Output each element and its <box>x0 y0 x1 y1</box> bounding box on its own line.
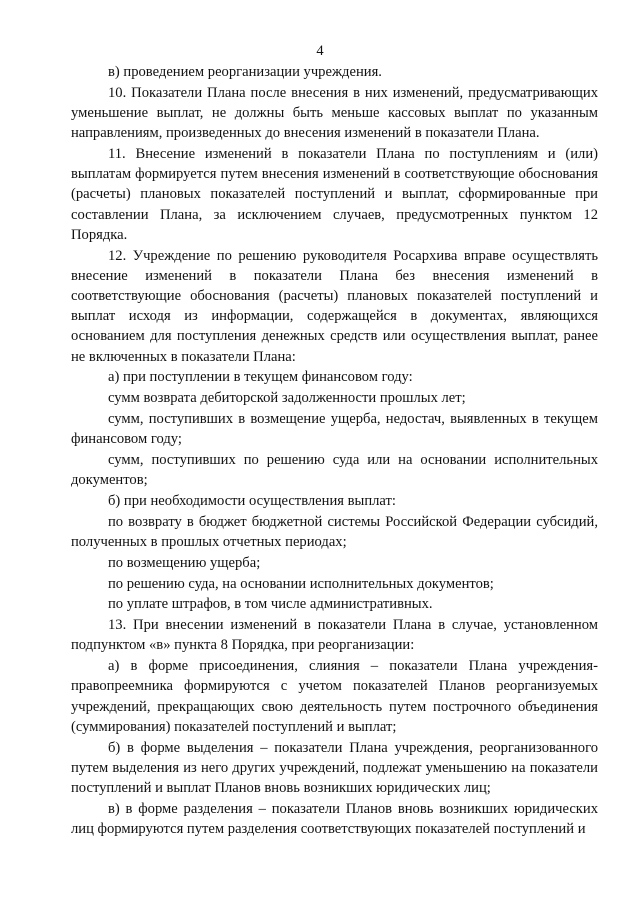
paragraph: в) в форме разделения – показатели Планов вновь возникших юридических лиц формируются путем разделения соответствующих показателей поступлений и <box>71 800 598 838</box>
paragraph: в) проведением реорганизации учреждения. <box>108 64 382 80</box>
paragraph: по возврату в бюджет бюджетной системы Российской Федерации субсидий, полученных в прошлых отчетных периодах; <box>71 513 598 551</box>
paragraph: 10. Показатели Плана после внесения в них изменений, предусматривающих уменьшение выплат, не должны быть меньше кассовых выплат по указанным направлениям, произведенных до внесения изменений в показатели Плана. <box>71 84 598 142</box>
paragraph: 13. При внесении изменений в показатели Плана в случае, установленном подпунктом «в» пункта 8 Порядка, при реорганизации: <box>71 617 598 654</box>
paragraph: по уплате штрафов, в том числе административных. <box>108 596 433 613</box>
document-body <box>71 62 598 840</box>
paragraph: сумм, поступивших по решению суда или на основании исполнительных документов; <box>71 452 598 489</box>
paragraph: сумм, поступивших в возмещение ущерба, недостач, выявленных в текущем финансовом году; <box>71 411 598 448</box>
paragraph: по возмещению ущерба; <box>108 554 261 571</box>
paragraph: по решению суда, на основании исполнительных документов; <box>108 575 494 592</box>
paragraph: 11. Внесение изменений в показатели Плана по поступлениям и (или) выплатам формируется путем внесения изменений в соответствующие обоснования (расчеты) плановых показателей поступлений и выплат, сформированные при составлении Плана, за исключением случаев, предусмотренных пунктом 12 Порядка. <box>71 146 598 243</box>
page-number: 4 <box>316 43 324 59</box>
paragraph: сумм возврата дебиторской задолженности прошлых лет; <box>108 390 466 407</box>
paragraph: б) в форме выделения – показатели Плана учреждения, реорганизованного путем выделения из него других учреждений, подлежат уменьшению на показатели поступлений и выплат Планов вновь возникших юридических лиц; <box>71 739 598 797</box>
paragraph: 12. Учреждение по решению руководителя Росархива вправе осуществлять внесение изменений в показатели Плана без внесения изменений в соответствующие обоснования (расчеты) плановых показателей поступлений и выплат исходя из информации, содержащейся в документах, являющихся основанием для поступления денежных средств или осуществления выплат, ранее не включенных в показатели Плана: <box>71 247 598 365</box>
paragraph: а) в форме присоединения, слияния – показатели Плана учреждения-правопреемника формируются с учетом показателей Планов реорганизуемых учреждений, прекращающих свою деятельность путем построчного объединения (суммирования) показателей поступлений и выплат; <box>71 658 598 735</box>
paragraph: а) при поступлении в текущем финансовом году: <box>108 369 413 386</box>
paragraph: б) при необходимости осуществления выплат: <box>108 493 396 510</box>
